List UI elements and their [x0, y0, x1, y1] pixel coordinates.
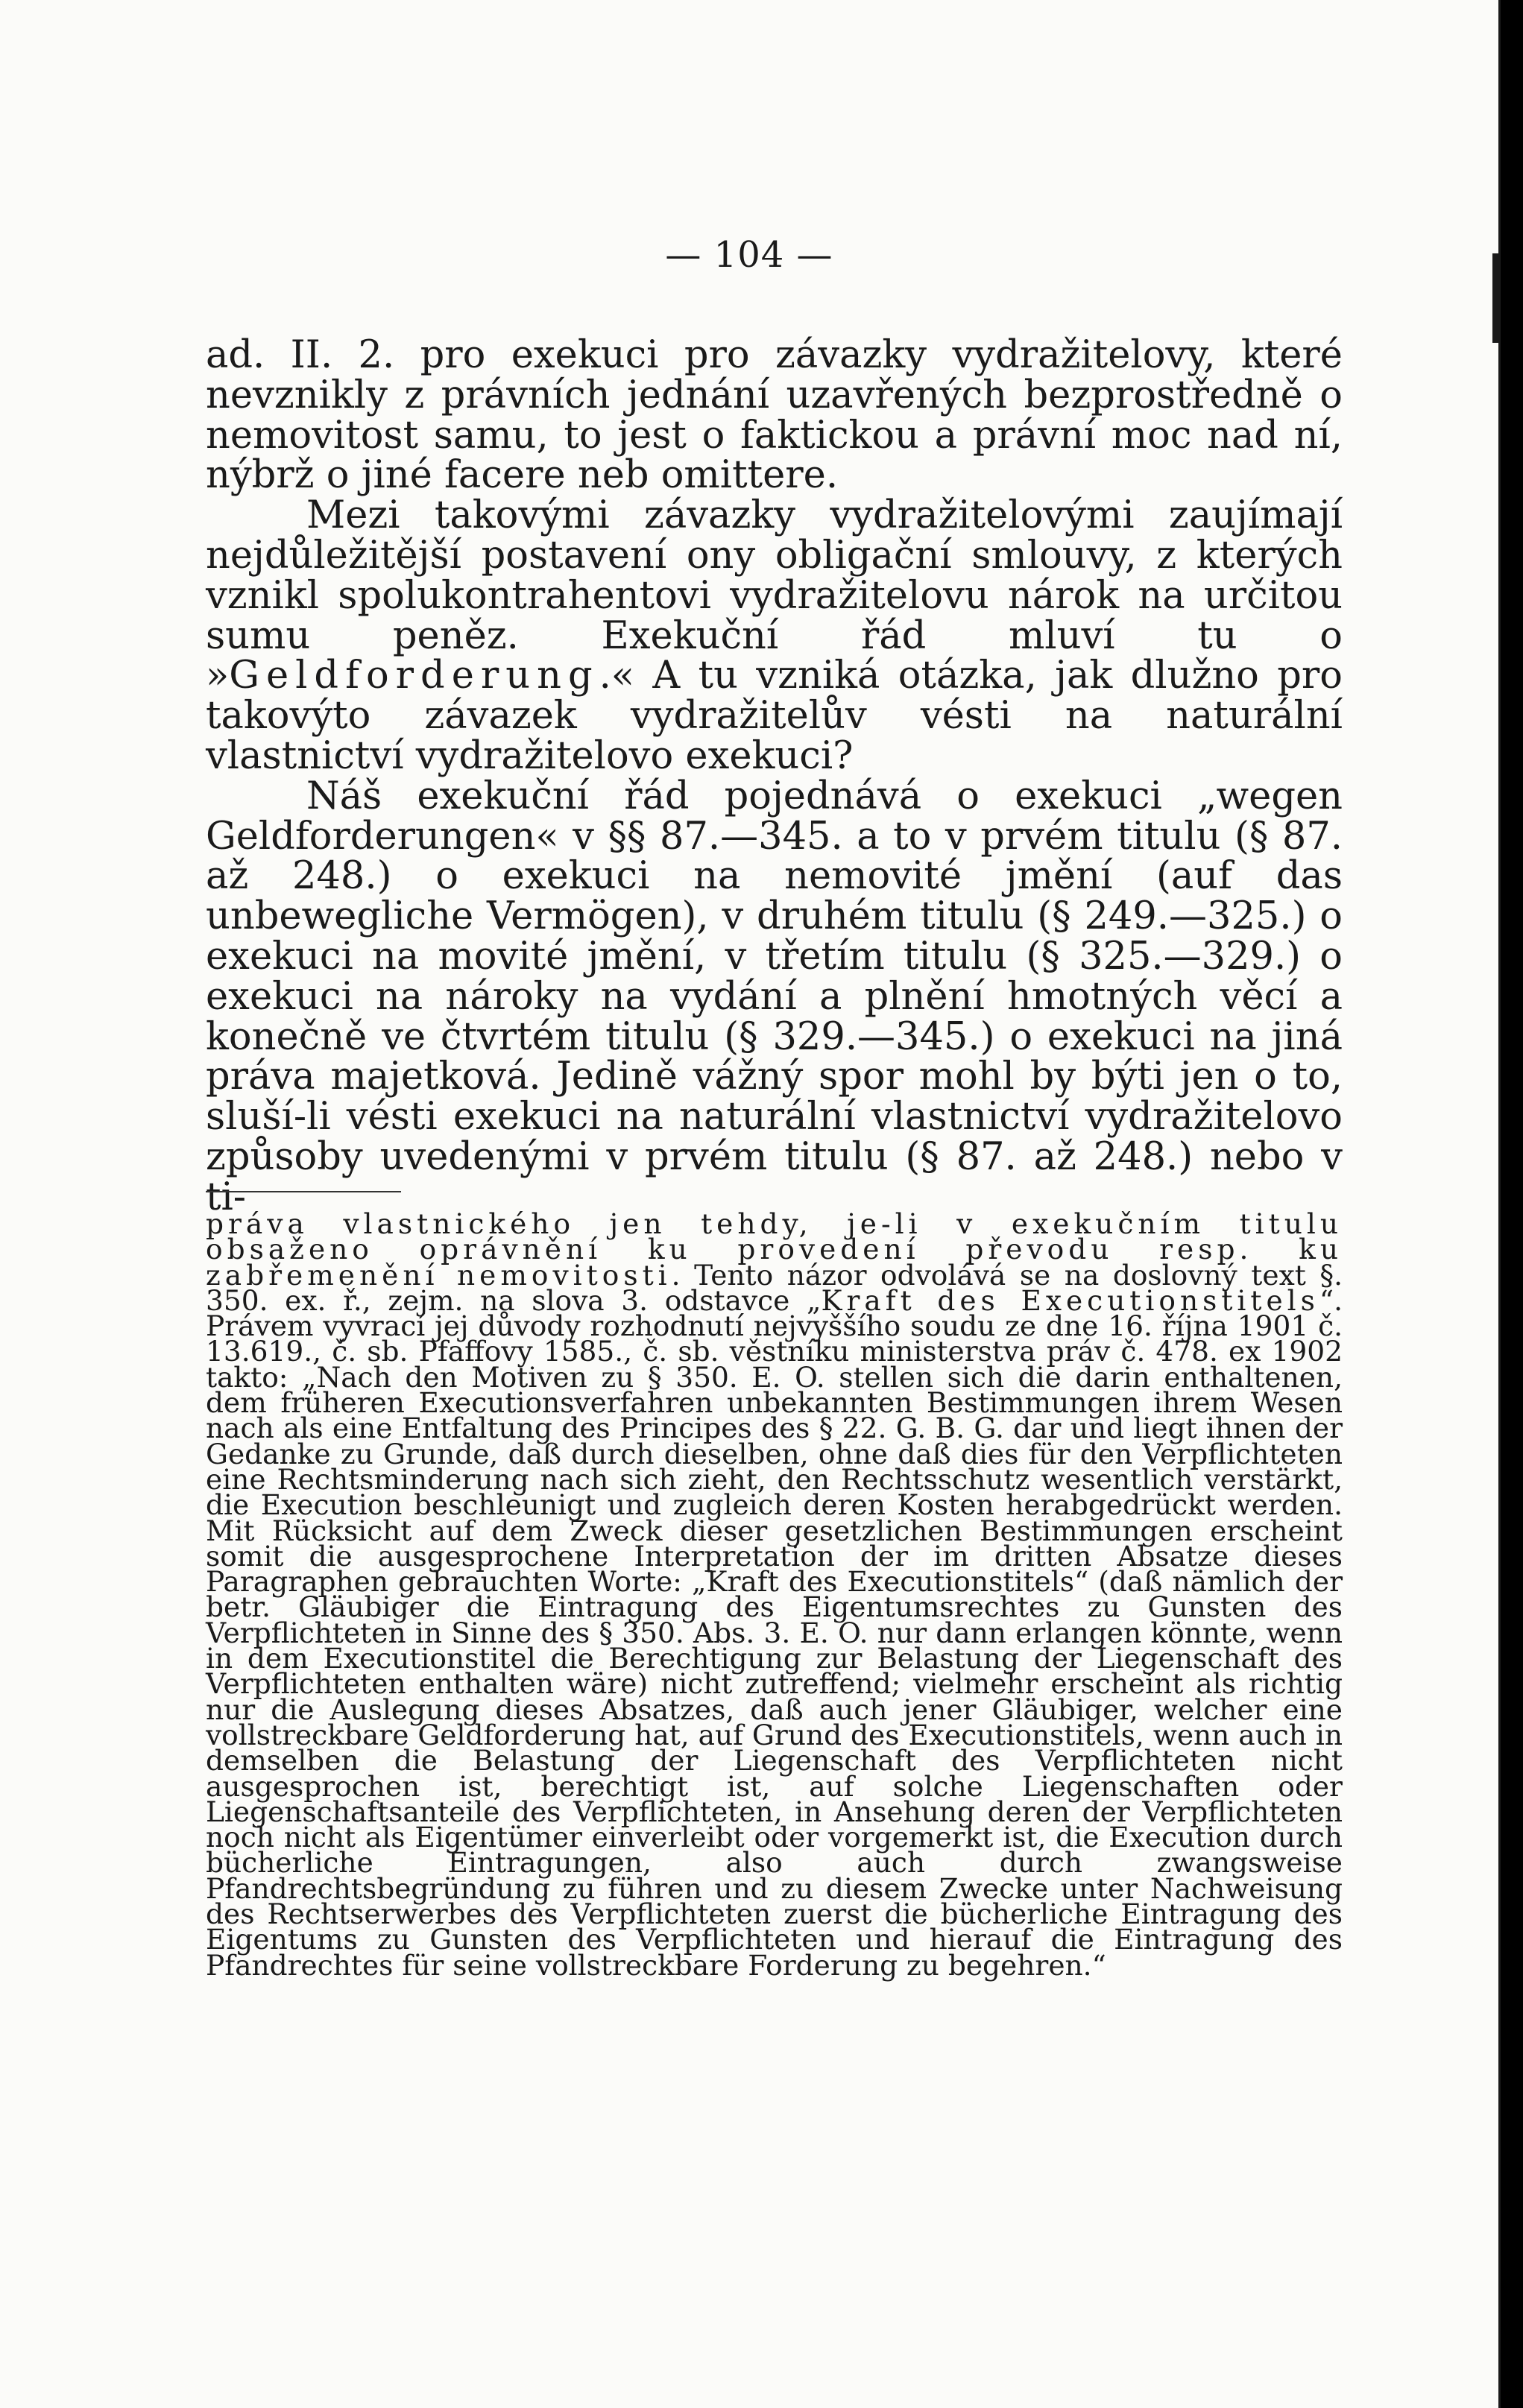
footnote-text-2: “. Právem vyvrací jej důvody rozhodnutí nejvyššího soudu ze dne 16. října 1901 č. 13.619., č. sb. Pfaffovy 1585., č. sb. věstníku ministerstva práv č. 478. ex 1902 takto: „Nach den Motiven zu § 350. E. O. stellen sich die darin enthaltenen, dem früheren Executionsverfahren unbekannten Bestimmungen ihrem Wesen nach als eine Entfaltung des Principes des § 22. G. B. G. dar und liegt ihnen der Gedanke zu Grunde, daß durch dieselben, ohne daß dies für den Verpflichteten eine Rechtsminderung nach sich zieht, den Rechtsschutz wesentlich verstärkt, die Execution beschleunigt und zugleich deren Kosten herabgedrückt werden. Mit Rücksicht auf dem Zweck dieser gesetzlichen Bestimmungen erscheint somit die ausgesprochene Interpretation der im dritten Absatze dieses Paragraphen gebrauchten Worte: „Kraft des Executionstitels“ (daß nämlich der betr. Gläubiger die Eintragung des Eigentumsrechtes zu Gunsten des Verpflichteten in Sinne des § 350. Abs. 3. E. O. nur dann erlangen könnte, wenn in dem Executionstitel die Berechtigung zur Belastung der Liegenschaft des Verpflichteten enthalten wäre) nicht zutreffend; vielmehr erscheint als richtig nur die Auslegung dieses Absatzes, daß auch jener Gläubiger, welcher eine vollstreckbare Geldforderung hat, auf Grund des Executionstitels, wenn auch in demselben die Belastung der Liegenschaft des Verpflichteten nicht ausgesprochen ist, berechtigt ist, auf solche Liegenschaften oder Liegenschaftsanteile des Verpflichteten, in Ansehung deren der Verpflichteten noch nicht als Eigentümer einverleibt oder vorgemerkt ist, die Execution durch bücherliche Eintragungen, also auch durch zwangsweise Pfandrechtsbegründung zu führen und zu diesem Zwecke unter Nachweisung des Rechtserwerbes des Verpflichteten zuerst die bücherliche Eintragung des Eigentums zu Gunsten des Verpflichteten und hierauf die Eintragung des Pfandrechtes für seine vollstreckbare Forderung zu begehren.“: [206, 1283, 1343, 1982]
paragraph-3: Náš exekuční řád pojednává o exekuci „wegen Geldforderungen« v §§ 87.—345. a to v prvém titulu (§ 87. až 248.) o exekuci na nemovité jmění (auf das unbewegliche Vermögen), v druhém titulu (§ 249.—325.) o exekuci na movité jmění, v třetím titulu (§ 325.—329.) o exekuci na nároky na vydání a plnění hmotných věcí a konečně ve čtvrtém titulu (§ 329.—345.) o exekuci na jiná práva majetková. Jedině vážný spor mohl by býti jen o to, sluší-li vésti exekuci na naturální vlastnictví vydražitelovo způsoby uvedenými v prvém titulu (§ 87. až 248.) nebo v ti-: [206, 774, 1343, 1219]
footnote-spaced-2: Kraft des Executionstitels: [821, 1283, 1319, 1317]
paragraph-2: [206, 493, 1343, 778]
page-number: — 104 —: [665, 234, 833, 276]
paragraph-2-part-b: .« A tu vzniká otázka, jak dlužno pro takovýto závazek vydražitelův vésti na naturální vlastnictví vydražitelovo exekuci?: [206, 654, 1343, 778]
footnote: [206, 1207, 1343, 1982]
footnote-divider: [206, 1191, 401, 1192]
main-text: [206, 335, 1343, 1218]
paragraph-1: ad. II. 2. pro exekuci pro závazky vydražitelovy, které nevznikly z právních jednání uzavřených bezprostředně o nemovitost samu, to jest o faktickou a právní moc nad ní, nýbrž o jiné facere neb omittere.: [206, 333, 1343, 498]
paragraph-2-part-a: Mezi takovými závazky vydražitelovými zaujímají nejdůležitější postavení ony obligační smlouvy, z kterých vznikl spolukontrahentovi vydražitelovu nárok na určitou sumu peněz. Exekuční řád mluví tu o »: [206, 493, 1343, 698]
page-edge-mark: [1492, 253, 1498, 343]
footnote-text-1: . Tento názor odvolává se na doslovný text §. 350. ex. ř., zejm. na slova 3. odstavce „: [206, 1258, 1343, 1317]
footnote-spaced-1: práva vlastnického jen tehdy, je-li v exekučním titulu obsaženo oprávnění ku provedení převodu resp. ku zabřemenění nemovitosti: [206, 1207, 1343, 1292]
paragraph-2-spaced-term: Geldforderung: [229, 654, 599, 698]
